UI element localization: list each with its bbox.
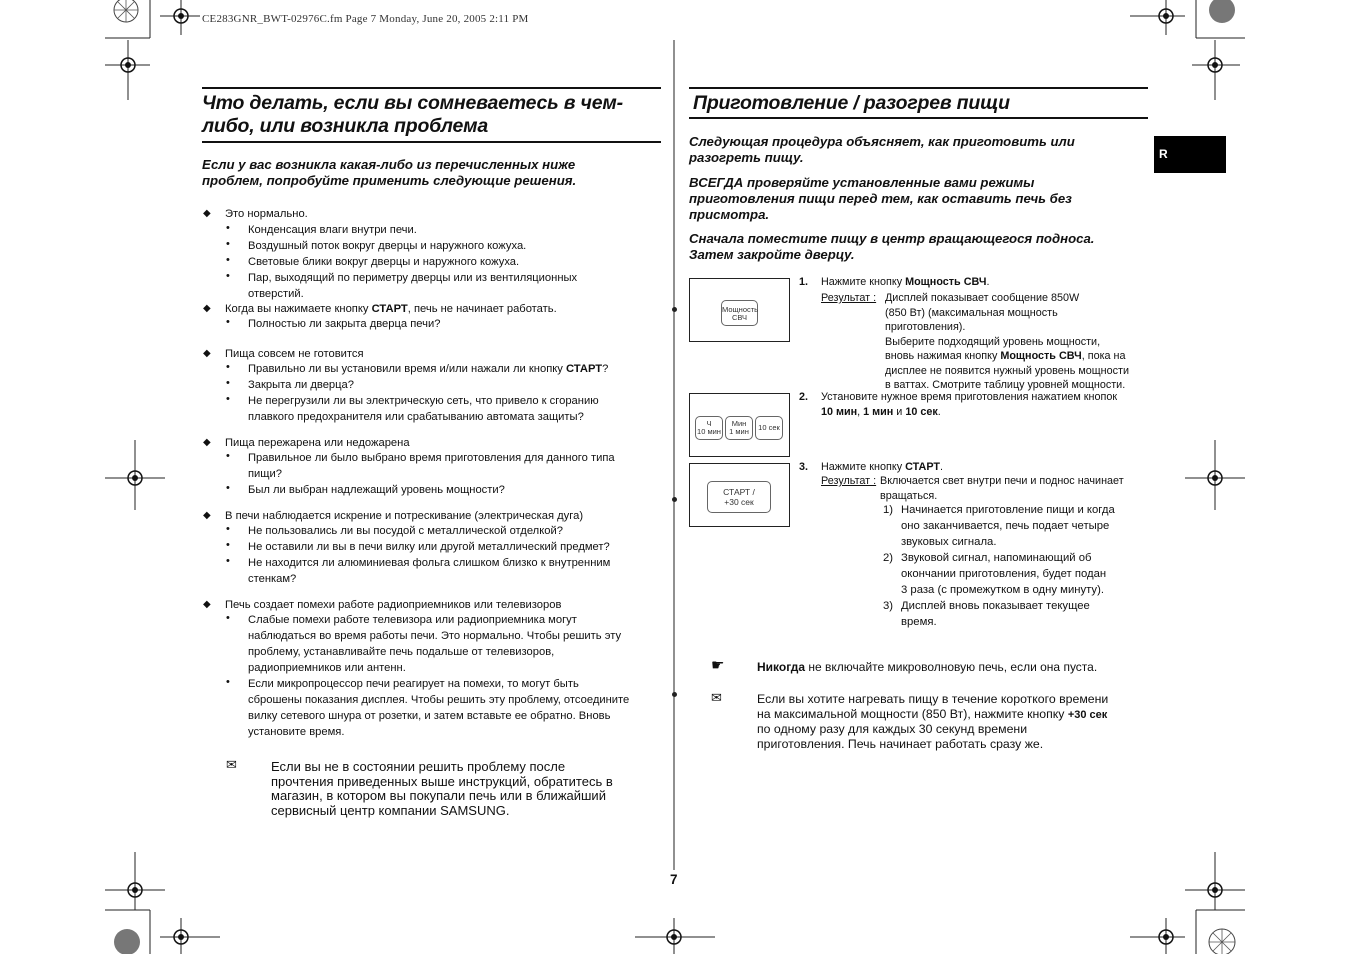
power-button-icon xyxy=(721,300,758,326)
group-2-head xyxy=(225,301,557,317)
step-3-post: . xyxy=(940,461,943,473)
bullet: • xyxy=(226,523,230,535)
step-2-line2 xyxy=(821,405,1151,420)
right-note-line3: по одному разу для каждых 30 секунд времени xyxy=(757,722,1028,736)
right-intro-3 xyxy=(689,231,1154,263)
step-3-text xyxy=(821,460,1151,475)
step-1-number: 1. xyxy=(799,276,809,288)
right-intro-1-line2: разогреть пищу. xyxy=(689,150,804,165)
group-2-head-bold: СТАРТ xyxy=(371,303,408,315)
right-intro-2 xyxy=(689,175,1154,223)
left-title-rule-bottom xyxy=(202,141,661,143)
time-buttons-illustration xyxy=(689,393,790,457)
substep-3 xyxy=(901,598,1156,630)
step-3-line: Включается свет внутри печи и поднос начинает xyxy=(880,475,1124,487)
step-2-s2: и xyxy=(893,405,906,418)
step-1-line: (850 Вт) (максимальная мощность xyxy=(885,306,1058,319)
step-3-pre: Нажмите кнопку xyxy=(821,461,906,473)
list-item: Закрыта ли дверца? xyxy=(248,379,354,391)
step-1-line5-bold: Мощность СВЧ xyxy=(1000,350,1082,362)
step-2-text xyxy=(821,390,1151,419)
group-2-head-post: , печь не начинает работать. xyxy=(407,303,557,315)
list-item: Не перегрузили ли вы электрическую сеть, что привело к сгоранию xyxy=(248,395,599,407)
left-title-line2: либо, или возникла проблема xyxy=(202,115,488,137)
list-item-cont: наблюдаться во время работы печи. Это нормально. Чтобы решить эту xyxy=(248,630,622,642)
list-item: Если микропроцессор печи реагирует на помехи, то могут быть xyxy=(248,678,579,690)
list-item-cont: отверстий. xyxy=(248,288,304,300)
group-6-head: Печь создает помехи работе радиоприемников или телевизоров xyxy=(225,599,562,611)
step-1-line: Дисплей показывает сообщение 850W xyxy=(885,292,1080,304)
bullet: • xyxy=(226,539,230,551)
list-item: Не оставили ли вы в печи вилку или другой металлический предмет? xyxy=(248,541,610,553)
power-button-label-2: СВЧ xyxy=(731,313,748,322)
right-note-line2-pre: на максимальной мощности (850 Вт), нажмите кнопку xyxy=(757,706,1068,721)
list-item-cont: пищи? xyxy=(248,468,282,480)
diamond-bullet: ◆ xyxy=(203,208,211,219)
list-item: Световые блики вокруг дверцы и наружного кожуха. xyxy=(248,256,520,268)
left-note-line2: прочтения приведенных выше инструкций, обратитесь в xyxy=(271,773,613,789)
substep-line: 3 раза (с промежутком в одну минуту). xyxy=(901,584,1104,596)
left-title-line1: Что делать, если вы сомневаетесь в чем- xyxy=(202,92,623,114)
step-1-line: Выберите подходящий уровень мощности, xyxy=(885,335,1101,348)
10min-label-1: Ч xyxy=(706,419,712,428)
step-1-line: дисплее не появится нужный уровень мощности xyxy=(885,364,1129,377)
margin-dot xyxy=(672,692,677,697)
step-2-b3: 10 сек xyxy=(905,405,938,418)
step-3-line: вращаться. xyxy=(880,489,938,502)
start-label-1: СТАРТ / xyxy=(723,487,755,497)
margin-dot xyxy=(672,307,677,312)
substep-2 xyxy=(901,550,1156,598)
1min-label-1: Мин xyxy=(731,419,747,428)
diamond-bullet: ◆ xyxy=(203,303,211,314)
group-4-head: Пища пережарена или недожарена xyxy=(225,437,410,449)
10sec-label: 10 сек xyxy=(758,423,780,432)
file-header: CE283GNR_BWT-02976C.fm Page 7 Monday, June 20, 2005 2:11 PM xyxy=(202,13,529,25)
step-2-end: . xyxy=(937,405,941,418)
bullet: • xyxy=(226,222,230,234)
right-intro-2-line2: приготовления пищи перед тем, как оставить печь без xyxy=(689,191,1072,206)
power-button-label: Мощность xyxy=(722,305,759,314)
step-3-result xyxy=(880,474,1150,503)
step-3-number: 3. xyxy=(799,461,809,473)
right-title-rule-bottom xyxy=(689,117,1148,119)
10min-button-icon xyxy=(695,416,723,440)
step-1-text xyxy=(821,275,1151,290)
left-title xyxy=(202,92,662,138)
bullet: • xyxy=(226,316,230,328)
bullet: • xyxy=(226,238,230,250)
start-button-illustration xyxy=(689,463,790,527)
right-intro-1 xyxy=(689,134,1154,166)
bullet: • xyxy=(226,270,230,282)
right-intro-3-line1: Сначала поместите пищу в центр вращающегося подноса. xyxy=(689,231,1095,246)
step-1-line5-post: , пока на xyxy=(1081,350,1126,362)
step-3-result-label: Результат : xyxy=(821,475,877,487)
diamond-bullet: ◆ xyxy=(203,348,211,359)
left-intro-line1: Если у вас возникла какая-либо из перечисленных ниже xyxy=(202,157,576,172)
bullet: • xyxy=(226,393,230,405)
right-note-line4: приготовления. Печь начинает работать сразу же. xyxy=(757,736,1044,751)
10sec-button-icon xyxy=(755,416,783,440)
right-note-line1: Если вы хотите нагревать пищу в течение короткого времени xyxy=(757,692,1109,706)
step-2-b1: 10 мин xyxy=(821,405,858,418)
start-button-icon xyxy=(707,481,771,513)
pointing-hand-icon: ☛ xyxy=(711,657,725,674)
step-1-result xyxy=(885,291,1155,393)
right-intro-2-line1: ВСЕГДА проверяйте установленные вами режимы xyxy=(689,175,1035,190)
page-number: 7 xyxy=(670,872,678,887)
list-item: Не пользовались ли вы посудой с металлической отделкой? xyxy=(248,525,563,537)
bullet: • xyxy=(226,676,230,688)
right-note-line2-bold: +30 сек xyxy=(1067,708,1108,721)
list-item: Воздушный поток вокруг дверцы и наружного кожуха. xyxy=(248,240,527,252)
group-1-head: Это нормально. xyxy=(225,208,308,220)
substep-number: 3) xyxy=(883,600,894,612)
substep-line: Звуковой сигнал, напоминающий об xyxy=(901,552,1092,564)
left-note-line4: сервисный центр компании SAMSUNG. xyxy=(271,802,510,818)
list-item: Пар, выходящий по периметру дверцы или из вентиляционных xyxy=(248,272,578,284)
margin-dot xyxy=(672,497,677,502)
step-2-s1: , xyxy=(857,405,864,418)
language-tab xyxy=(1154,136,1226,173)
step-1-line: в ваттах. Смотрите таблицу уровней мощности. xyxy=(885,379,1126,391)
right-title: Приготовление / разогрев пищи xyxy=(693,92,1010,114)
start-label-2: +30 сек xyxy=(724,497,754,507)
step-1-line5-pre: вновь нажимая кнопку xyxy=(885,350,1001,362)
left-note-line3: магазин, в котором вы покупали печь или в ближайший xyxy=(271,788,606,803)
left-intro-line2: проблем, попробуйте применить следующие решения. xyxy=(202,173,577,188)
right-title-rule-top xyxy=(689,87,1148,89)
step-2-line1: Установите нужное время приготовления нажатием кнопок xyxy=(821,391,1118,403)
step-3-bold: СТАРТ xyxy=(905,461,940,473)
substep-line: оно заканчивается, печь подает четыре xyxy=(901,520,1110,532)
list-item: Правильное ли было выбрано время приготовления для данного типа xyxy=(248,452,615,464)
1min-button-icon xyxy=(725,416,753,440)
step-1-bold: Мощность СВЧ xyxy=(905,276,987,288)
diamond-bullet: ◆ xyxy=(203,599,211,610)
list-item-cont: установите время. xyxy=(248,726,345,738)
group-3-head: Пища совсем не готовится xyxy=(225,348,364,360)
left-intro xyxy=(202,157,662,189)
right-note-line2 xyxy=(757,707,1157,723)
group-3-b1-post: ? xyxy=(602,363,609,375)
list-item-cont: проблему, устанавливайте печь подальше от телевизоров, xyxy=(248,646,555,658)
bullet: • xyxy=(226,254,230,266)
left-note-line1: Если вы не в состоянии решить проблему после xyxy=(271,759,566,774)
group-3-b1-pre: Правильно ли вы установили время и/или нажали ли кнопку xyxy=(248,363,566,375)
step-1-line: приготовления). xyxy=(885,321,966,333)
list-item: Слабые помехи работе телевизора или радиоприемника могут xyxy=(248,614,577,626)
substep-line: Начинается приготовление пищи и когда xyxy=(901,504,1115,516)
substep-line: окончании приготовления, будет подан xyxy=(901,568,1107,580)
diamond-bullet: ◆ xyxy=(203,437,211,448)
substep-line: звуковых сигнала. xyxy=(901,536,997,548)
warning-text xyxy=(757,660,1152,675)
warning-rest: не включайте микроволновую печь, если она пуста. xyxy=(805,660,1098,674)
bullet: • xyxy=(226,361,230,373)
note-icon: ✉ xyxy=(711,690,722,705)
note-icon: ✉ xyxy=(226,757,237,772)
substep-number: 2) xyxy=(883,552,894,564)
step-2-number: 2. xyxy=(799,391,809,403)
group-5-head: В печи наблюдается искрение и потрескивание (электрическая дуга) xyxy=(225,510,584,522)
10min-label-2: 10 мин xyxy=(697,427,721,436)
bullet: • xyxy=(226,555,230,567)
list-item-cont: плавкого предохранителя или срабатыванию автомата защиты? xyxy=(248,411,584,423)
substep-line: время. xyxy=(901,616,937,628)
substep-line: Дисплей вновь показывает текущее xyxy=(901,600,1090,612)
step-1-post: . xyxy=(986,276,990,288)
step-1-line xyxy=(885,349,1155,364)
list-item: Был ли выбран надлежащий уровень мощности? xyxy=(248,484,505,496)
step-2-b2: 1 мин xyxy=(863,405,894,418)
group-2-head-pre: Когда вы нажимаете кнопку xyxy=(225,303,372,315)
step-1-result-label: Результат : xyxy=(821,292,877,304)
right-intro-1-line1: Следующая процедура объясняет, как приготовить или xyxy=(689,134,1075,149)
left-title-rule-top xyxy=(202,87,661,89)
warning-bold: Никогда xyxy=(757,660,806,674)
step-1-pre: Нажмите кнопку xyxy=(821,276,906,288)
language-tab-label: R xyxy=(1159,147,1168,161)
substep-1 xyxy=(901,502,1156,550)
list-item-cont: вилку сетевого шнура от розетки, и затем вставьте ее обратно. Вновь xyxy=(248,710,611,722)
substep-number: 1) xyxy=(883,504,894,516)
left-note xyxy=(271,760,666,818)
bullet: • xyxy=(226,612,230,624)
right-note xyxy=(757,692,1157,751)
list-item: Полностью ли закрыта дверца печи? xyxy=(248,318,441,330)
bullet: • xyxy=(226,482,230,494)
power-button-illustration xyxy=(689,278,790,342)
list-item xyxy=(248,361,608,377)
list-item: Конденсация влаги внутри печи. xyxy=(248,224,417,236)
list-item-cont: сброшены показания дисплея. Чтобы решить эту проблему, отсоедините xyxy=(248,694,630,706)
1min-label-2: 1 мин xyxy=(729,427,749,436)
list-item-cont: радиоприемников или антенн. xyxy=(248,662,406,674)
diamond-bullet: ◆ xyxy=(203,510,211,521)
group-3-b1-bold: СТАРТ xyxy=(565,363,603,375)
bullet: • xyxy=(226,450,230,462)
bullet: • xyxy=(226,377,230,389)
right-intro-3-line2: Затем закройте дверцу. xyxy=(689,247,855,262)
right-intro-2-line3: присмотра. xyxy=(689,207,770,222)
list-item: Не находится ли алюминиевая фольга слишком близко к внутренним xyxy=(248,557,611,569)
list-item-cont: стенкам? xyxy=(248,573,297,585)
